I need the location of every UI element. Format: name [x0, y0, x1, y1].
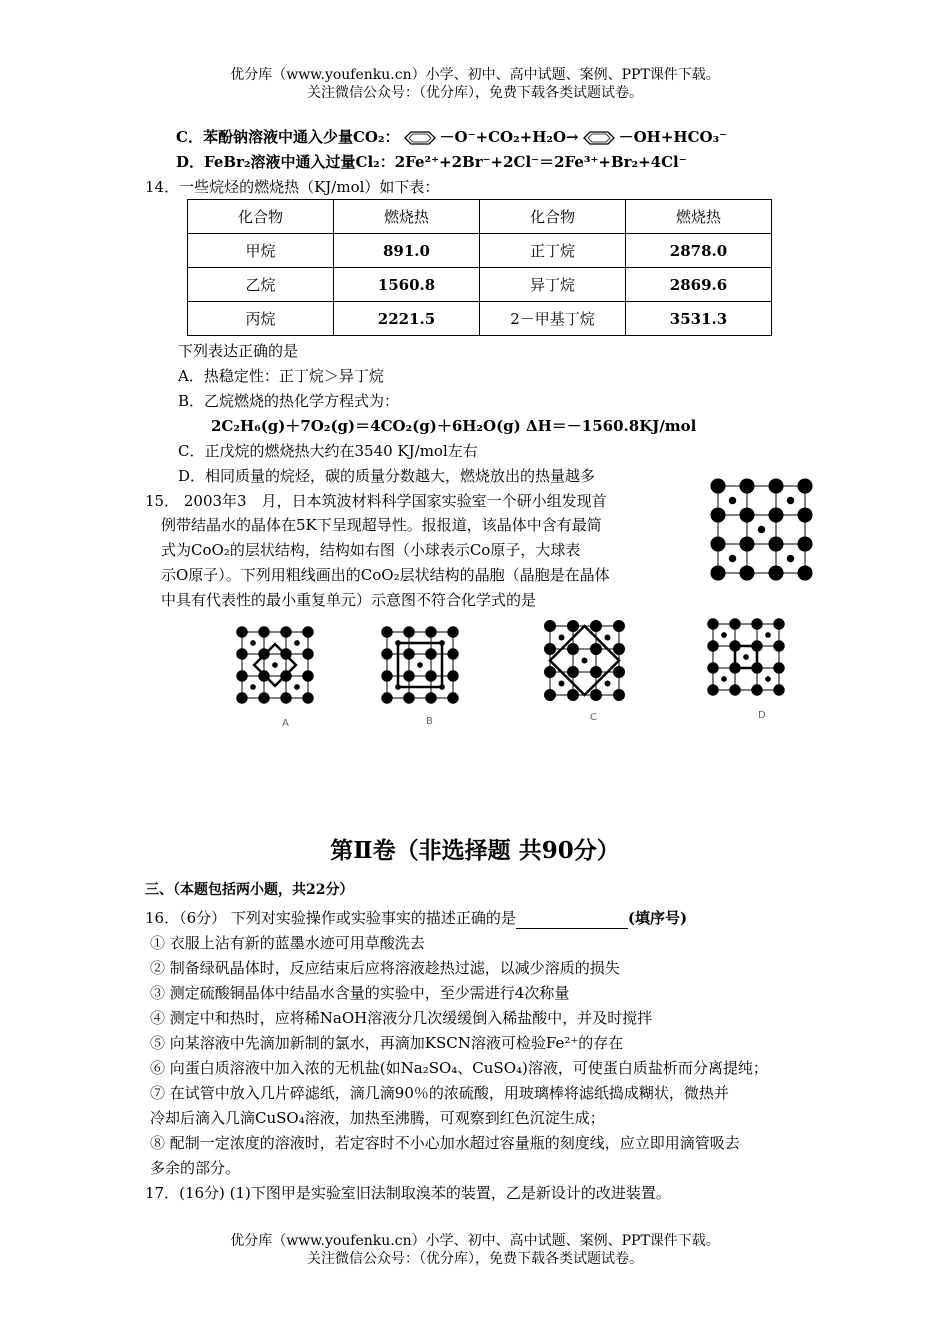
- oxygen-atom: [739, 536, 754, 551]
- oxygen-atom: [773, 640, 784, 651]
- oxygen-atom: [381, 648, 392, 659]
- q16-item: ⑥ 向蛋白质溶液中加入浓的无机盐(如Na₂SO₄、CuSO₄)溶液，可使蛋白质盐析而分离提纯；: [150, 1059, 768, 1077]
- lattice-option-c: [540, 616, 650, 708]
- q13-option-c-prefix: C．苯酚钠溶液中通入少量CO: [176, 128, 378, 146]
- cobalt-atom: [417, 662, 423, 668]
- oxygen-atom: [613, 620, 625, 632]
- oxygen-atom: [729, 618, 740, 629]
- q16-item: ① 衣服上沾有新的蓝墨水迹可用草酸洗去: [150, 934, 425, 952]
- oxygen-atom: [710, 536, 725, 551]
- oxygen-atom: [710, 565, 725, 580]
- cobalt-atom: [605, 681, 611, 687]
- oxygen-atom: [447, 648, 458, 659]
- oxygen-atom: [544, 643, 556, 655]
- table-cell: 乙烷: [188, 268, 334, 302]
- section-2-title: 第Ⅱ卷（非选择题 共90分）: [330, 837, 620, 864]
- oxygen-atom: [381, 626, 392, 637]
- q13-option-c: C．苯酚钠溶液中通入少量CO₂： －O⁻+CO₂+H₂O→ －OH+HCO₃⁻: [176, 128, 728, 146]
- oxygen-atom: [236, 648, 247, 659]
- q15-line-2: 例带结晶水的晶体在5K下呈现超导性。报报道，该晶体中含有最简: [161, 516, 602, 534]
- q15-line-4: 示O原子）。下列用粗线画出的CoO₂层状结构的晶胞（晶胞是在晶体: [161, 566, 610, 584]
- oxygen-atom: [768, 478, 783, 493]
- oxygen-atom: [567, 643, 579, 655]
- cobalt-atom: [787, 555, 795, 563]
- oxygen-atom: [544, 689, 556, 701]
- oxygen-atom: [797, 478, 812, 493]
- q14-option-b: B．乙烷燃烧的热化学方程式为：: [178, 392, 400, 410]
- oxygen-atom: [425, 670, 436, 681]
- oxygen-atom: [768, 565, 783, 580]
- oxygen-atom: [236, 692, 247, 703]
- table-cell: 异丁烷: [480, 268, 626, 302]
- oxygen-atom: [544, 620, 556, 632]
- oxygen-atom: [710, 478, 725, 493]
- oxygen-atom: [280, 626, 291, 637]
- option-a-label: A: [282, 718, 289, 729]
- oxygen-atom: [236, 626, 247, 637]
- oxygen-atom: [258, 692, 269, 703]
- option-b-label: B: [426, 716, 433, 727]
- q13-option-c-eq: －O⁻+CO₂+H₂O→: [439, 128, 579, 146]
- table-cell: 丙烷: [188, 302, 334, 336]
- header-line-1: 优分库（www.youfenku.cn）小学、初中、高中试题、案例、PPT课件下载。: [230, 67, 720, 83]
- oxygen-atom: [707, 684, 718, 695]
- oxygen-atom: [768, 507, 783, 522]
- q14-stem: 14．一些烷烃的燃烧热（KJ/mol）如下表：: [145, 178, 440, 196]
- table-cell: 甲烷: [188, 234, 334, 268]
- oxygen-atom: [739, 507, 754, 522]
- header-line-2: 关注微信公众号：（优分库），免费下载各类试题试卷。: [307, 85, 643, 101]
- q16-item: ⑦ 在试管中放入几片碎滤纸，滴几滴90％的浓硫酸，用玻璃棒将滤纸捣成糊状，微热并: [150, 1084, 729, 1102]
- oxygen-atom: [381, 670, 392, 681]
- oxygen-atom: [447, 692, 458, 703]
- combustion-heat-table: [187, 199, 772, 336]
- cobalt-atom: [582, 658, 588, 664]
- option-d-label: D: [758, 710, 766, 721]
- cobalt-atom: [758, 526, 766, 534]
- oxygen-atom: [403, 648, 414, 659]
- oxygen-atom: [302, 648, 313, 659]
- table-header: 化合物: [480, 200, 626, 234]
- cobalt-atom: [765, 632, 771, 638]
- lattice-option-d: [703, 614, 807, 704]
- oxygen-atom: [797, 536, 812, 551]
- q16-item: ③ 测定硫酸铜晶体中结晶水含量的实验中，至少需进行4次称量: [150, 984, 570, 1002]
- cobalt-atom: [294, 640, 300, 646]
- oxygen-atom: [567, 689, 579, 701]
- oxygen-atom: [707, 618, 718, 629]
- lattice-option-b: [375, 620, 483, 710]
- cobalt-atom: [559, 681, 565, 687]
- cobalt-atom: [743, 654, 749, 660]
- oxygen-atom: [544, 666, 556, 678]
- oxygen-atom: [768, 536, 783, 551]
- oxygen-atom: [280, 692, 291, 703]
- cobalt-atom: [729, 497, 737, 505]
- cobalt-atom: [765, 676, 771, 682]
- oxygen-atom: [403, 692, 414, 703]
- oxygen-atom: [447, 670, 458, 681]
- oxygen-atom: [403, 626, 414, 637]
- cobalt-atom: [294, 684, 300, 690]
- footer-line-2: 关注微信公众号：（优分库），免费下载各类试题试卷。: [307, 1251, 643, 1267]
- table-header-row: [188, 200, 772, 234]
- q14-option-c: C．正戊烷的燃烧热大约在3540 KJ/mol左右: [178, 442, 478, 460]
- q14-option-b-equation: 2C₂H₆(g)＋7O₂(g)＝4CO₂(g)＋6H₂O(g) ΔH＝－1560.8KJ/mol: [211, 417, 697, 435]
- benzene-ring-icon: [579, 131, 619, 145]
- oxygen-atom: [425, 626, 436, 637]
- q13-option-c-tail: －OH+HCO₃⁻: [618, 128, 728, 146]
- q14-option-a: A．热稳定性：正丁烷＞异丁烷: [178, 367, 384, 385]
- footer-line-1: 优分库（www.youfenku.cn）小学、初中、高中试题、案例、PPT课件下载。: [230, 1233, 720, 1249]
- oxygen-atom: [710, 507, 725, 522]
- oxygen-atom: [729, 684, 740, 695]
- q16-item: ⑧ 配制一定浓度的溶液时，若定容时不小心加水超过容量瓶的刻度线，应立即用滴管吸去: [150, 1134, 740, 1152]
- q16-item: ④ 测定中和热时，应将稀NaOH溶液分几次缓缓倒入稀盐酸中，并及时搅拌: [150, 1009, 653, 1027]
- oxygen-atom: [403, 670, 414, 681]
- table-row: [188, 234, 772, 268]
- q16-stem-text: 16．（6分） 下列对实验操作或实验事实的描述正确的是: [145, 909, 516, 927]
- coo2-lattice-figure: [708, 478, 818, 584]
- cobalt-atom: [787, 497, 795, 505]
- oxygen-atom: [447, 626, 458, 637]
- page-footer: [0, 1232, 950, 1268]
- table-cell: 891.0: [334, 234, 480, 268]
- oxygen-atom: [707, 640, 718, 651]
- table-header: 燃烧热: [334, 200, 480, 234]
- cobalt-atom: [272, 662, 278, 668]
- benzene-ring-icon: [400, 131, 440, 145]
- q16-stem-tail: (填序号): [627, 909, 688, 927]
- table-row: [188, 268, 772, 302]
- q16-item: ② 制备绿矾晶体时，反应结束后应将溶液趁热过滤，以减少溶质的损失: [150, 959, 620, 977]
- table-cell: 2－甲基丁烷: [480, 302, 626, 336]
- oxygen-atom: [590, 620, 602, 632]
- oxygen-atom: [302, 626, 313, 637]
- oxygen-atom: [590, 643, 602, 655]
- oxygen-atom: [773, 618, 784, 629]
- oxygen-atom: [425, 692, 436, 703]
- oxygen-atom: [613, 643, 625, 655]
- table-cell: 2878.0: [626, 234, 772, 268]
- q16-item: 冷却后滴入几滴CuSO₄溶液，加热至沸腾，可观察到红色沉淀生成；: [150, 1109, 605, 1127]
- table-row: [188, 302, 772, 336]
- q16-item: 多余的部分。: [150, 1159, 241, 1177]
- cobalt-atom: [721, 632, 727, 638]
- oxygen-atom: [707, 662, 718, 673]
- q14-prompt: 下列表达正确的是: [178, 342, 299, 360]
- oxygen-atom: [751, 618, 762, 629]
- q15-line-1: 15． 2003年3 月，日本筑波材料科学国家实验室一个研小组发现首: [145, 492, 607, 510]
- page-header: [0, 66, 950, 102]
- oxygen-atom: [236, 670, 247, 681]
- q13-option-d: D．FeBr₂溶液中通入过量Cl₂：2Fe²⁺+2Br⁻+2Cl⁻＝2Fe³⁺+Br₂+4Cl⁻: [176, 153, 687, 171]
- q14-option-d: D．相同质量的烷烃，碳的质量分数越大，燃烧放出的热量越多: [178, 467, 596, 485]
- q15-line-5: 中具有代表性的最小重复单元）示意图不符合化学式的是: [161, 591, 537, 609]
- oxygen-atom: [567, 666, 579, 678]
- oxygen-atom: [381, 692, 392, 703]
- cobalt-atom: [729, 555, 737, 563]
- oxygen-atom: [751, 684, 762, 695]
- oxygen-atom: [567, 620, 579, 632]
- oxygen-atom: [797, 565, 812, 580]
- oxygen-atom: [739, 565, 754, 580]
- table-cell: 2869.6: [626, 268, 772, 302]
- cobalt-atom: [250, 684, 256, 690]
- oxygen-atom: [590, 689, 602, 701]
- oxygen-atom: [797, 507, 812, 522]
- oxygen-atom: [302, 692, 313, 703]
- oxygen-atom: [773, 684, 784, 695]
- cobalt-atom: [559, 635, 565, 641]
- oxygen-atom: [258, 626, 269, 637]
- oxygen-atom: [425, 648, 436, 659]
- oxygen-atom: [613, 689, 625, 701]
- part-3-title: 三、（本题包括两小题，共22分）: [145, 882, 354, 898]
- cobalt-atom: [250, 640, 256, 646]
- cobalt-atom: [605, 635, 611, 641]
- oxygen-atom: [613, 666, 625, 678]
- table-cell: 3531.3: [626, 302, 772, 336]
- table-header: 化合物: [188, 200, 334, 234]
- cobalt-atom: [721, 676, 727, 682]
- option-c-label: C: [590, 712, 597, 723]
- q15-line-3: 式为CoO₂的层状结构，结构如右图（小球表示Co原子，大球表: [161, 541, 581, 559]
- table-header: 燃烧热: [626, 200, 772, 234]
- answer-blank: [516, 912, 628, 929]
- table-cell: 2221.5: [334, 302, 480, 336]
- table-cell: 1560.8: [334, 268, 480, 302]
- oxygen-atom: [302, 670, 313, 681]
- q16-item: ⑤ 向某溶液中先滴加新制的氯水，再滴加KSCN溶液可检验Fe²⁺的存在: [150, 1034, 624, 1052]
- table-cell: 正丁烷: [480, 234, 626, 268]
- oxygen-atom: [590, 666, 602, 678]
- oxygen-atom: [739, 478, 754, 493]
- q17-stem: 17．(16分) (1)下图甲是实验室旧法制取溴苯的装置，乙是新设计的改进装置。: [145, 1184, 671, 1202]
- q16-stem: [145, 907, 687, 929]
- lattice-option-a: [230, 620, 338, 710]
- oxygen-atom: [773, 662, 784, 673]
